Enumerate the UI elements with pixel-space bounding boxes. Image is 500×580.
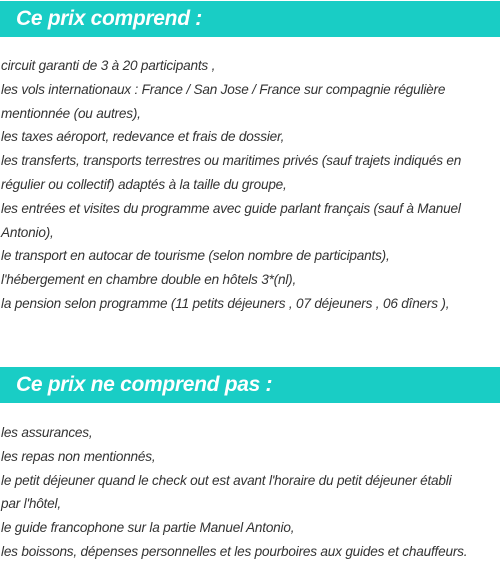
excluded-line: le petit déjeuner quand le check out est avant l'horaire du petit déjeuner établi (1, 472, 452, 488)
included-line: le transport en autocar de tourisme (selon nombre de participants), (1, 248, 390, 264)
excluded-line: les boissons, dépenses personnelles et les pourboires aux guides et chauffeurs. (1, 543, 468, 559)
excluded-line: le guide francophone sur la partie Manuel Antonio, (1, 520, 295, 536)
included-line: l'hébergement en chambre double en hôtels 3*(nl), (1, 272, 297, 288)
included-section-title: Ce prix comprend : (0, 1, 500, 37)
included-line: mentionnée (ou autres), (1, 105, 141, 121)
excluded-section-title: Ce prix ne comprend pas : (0, 367, 500, 403)
included-line: les transferts, transports terrestres ou maritimes privés (sauf trajets indiqués en (1, 153, 462, 169)
included-line: circuit garanti de 3 à 20 participants , (1, 58, 216, 73)
excluded-line: par l'hôtel, (1, 496, 61, 512)
included-line: les entrées et visites du programme avec guide parlant français (sauf à Manuel (1, 200, 461, 216)
included-line: les vols internationaux : France / San Jose / France sur compagnie régulière (1, 81, 446, 97)
excluded-line: les repas non mentionnés, (1, 448, 156, 464)
included-list (1, 54, 500, 316)
included-line: régulier ou collectif) adaptés à la taille du groupe, (1, 176, 287, 192)
excluded-line: les assurances, (1, 425, 93, 440)
included-line: la pension selon programme (11 petits déjeuners , 07 déjeuners , 06 dîners ), (1, 295, 450, 311)
included-line: les taxes aéroport, redevance et frais de dossier, (1, 129, 285, 145)
included-line: Antonio), (1, 224, 54, 240)
excluded-list (1, 421, 500, 564)
